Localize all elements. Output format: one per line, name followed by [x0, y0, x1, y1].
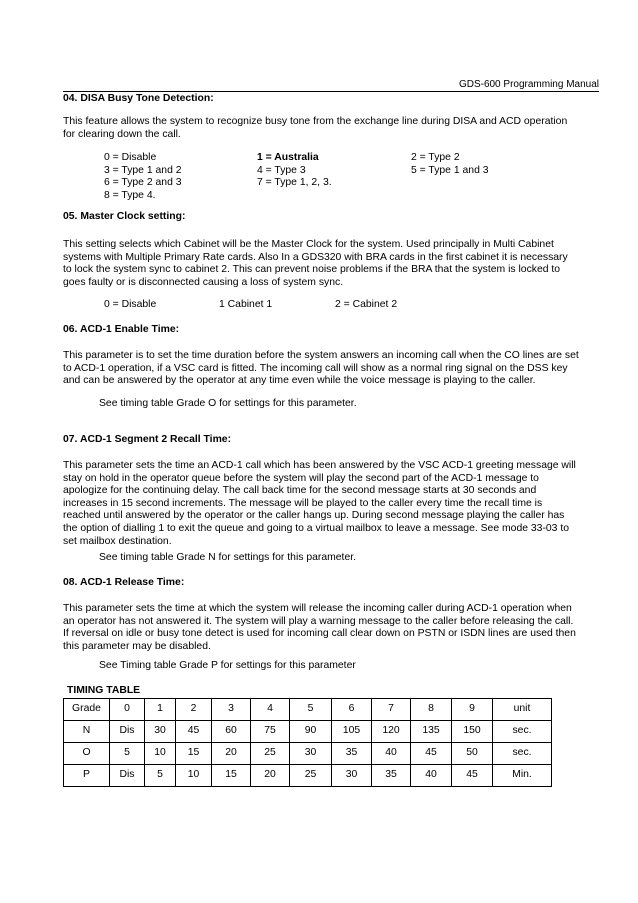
- para-line: an operator has not answered it. The system will play a warning message to the caller before releasing the call.: [63, 615, 574, 627]
- table-header-cell: 8: [411, 699, 452, 721]
- timing-table: [63, 698, 552, 787]
- para-line: the option of dialling 1 to exit the queue and going to a virtual mailbox to leave a message. See mode 33-03 to: [63, 522, 570, 534]
- table-row: [64, 743, 552, 765]
- option: 4 = Type 3: [257, 164, 306, 176]
- table-cell: 50: [452, 743, 493, 765]
- para-line: This parameter is to set the time duration before the system answers an incoming call when the CO lines are set: [63, 350, 579, 361]
- table-cell: 15: [212, 765, 251, 787]
- table-cell: 150: [452, 721, 493, 743]
- section-05-heading: 05. Master Clock setting:: [63, 211, 186, 222]
- table-cell: 40: [372, 743, 411, 765]
- table-header-cell: 1: [145, 699, 176, 721]
- table-cell: 25: [290, 765, 332, 787]
- table-cell: P: [64, 765, 110, 787]
- option: 0 = Disable: [104, 152, 157, 163]
- table-cell: 20: [251, 765, 290, 787]
- option: 8 = Type 4.: [104, 189, 156, 201]
- table-cell: 60: [212, 721, 251, 743]
- section-06-note: See timing table Grade O for settings for this parameter.: [99, 398, 357, 409]
- table-cell: 90: [290, 721, 332, 743]
- para-line: If reversal on idle or busy tone detect is used for incoming call clear down on PSTN or ISDN lines are used then: [63, 628, 576, 640]
- table-header-cell: 7: [372, 699, 411, 721]
- para-line: This parameter sets the time an ACD-1 call which has been answered by the VSC ACD-1 greeting message will: [63, 460, 576, 471]
- table-header-cell: 6: [332, 699, 372, 721]
- table-header-cell: 3: [212, 699, 251, 721]
- option-selected: 1 = Australia: [257, 152, 319, 163]
- table-cell: Dis: [110, 721, 145, 743]
- table-cell: 135: [411, 721, 452, 743]
- table-cell: 45: [176, 721, 212, 743]
- option: 2 = Cabinet 2: [335, 299, 398, 310]
- table-cell: sec.: [493, 743, 552, 765]
- table-cell: 10: [176, 765, 212, 787]
- table-cell: O: [64, 743, 110, 765]
- table-cell: 35: [332, 743, 372, 765]
- option: 5 = Type 1 and 3: [411, 164, 489, 176]
- para-line: apologize for the continuing delay. The call back time for the second message starts at 30 seconds and: [63, 485, 537, 497]
- table-cell: 120: [372, 721, 411, 743]
- table-header-cell: unit: [493, 699, 552, 721]
- table-cell: Dis: [110, 765, 145, 787]
- table-cell: 25: [251, 743, 290, 765]
- table-row: [64, 765, 552, 787]
- para-line: This feature allows the system to recognize busy tone from the exchange line during DISA and ACD operation: [63, 116, 568, 127]
- table-cell: 45: [452, 765, 493, 787]
- table-header-cell: Grade: [64, 699, 110, 721]
- section-04-heading: 04. DISA Busy Tone Detection:: [63, 93, 214, 104]
- table-cell: N: [64, 721, 110, 743]
- table-cell: 45: [411, 743, 452, 765]
- section-06-paragraph: [63, 350, 603, 388]
- para-line: goes faulty or is disconnected causing a loss of system sync.: [63, 276, 344, 288]
- table-cell: 30: [290, 743, 332, 765]
- para-line: This parameter sets the time at which the system will release the incoming caller during ACD-1 operation when: [63, 603, 572, 614]
- table-cell: 5: [110, 743, 145, 765]
- header-rule: [63, 91, 599, 92]
- section-08-note: See Timing table Grade P for settings for this parameter: [99, 660, 356, 671]
- table-cell: 35: [372, 765, 411, 787]
- table-header-row: [64, 699, 552, 721]
- para-line: and can be answered by the operator at any time even while the voice message is playing to the caller.: [63, 375, 536, 387]
- para-line: systems with Multiple Primary Rate cards. Also In a GDS320 with BRA cards in the first cabinet it is necessary: [63, 251, 568, 263]
- timing-table-title: TIMING TABLE: [67, 685, 141, 696]
- section-05-paragraph: [63, 239, 603, 289]
- table-cell: 105: [332, 721, 372, 743]
- table-row: [64, 721, 552, 743]
- table-cell: 30: [145, 721, 176, 743]
- para-line: increases in 15 second increments. The message will be played to the caller every time the recall time is: [63, 497, 543, 509]
- para-line: set mailbox destination.: [63, 535, 172, 547]
- option: 6 = Type 2 and 3: [104, 177, 182, 189]
- option: 7 = Type 1, 2, 3.: [257, 177, 332, 189]
- table-cell: 40: [411, 765, 452, 787]
- section-08-paragraph: [63, 603, 603, 653]
- para-line: stay on hold in the operator queue before the system will play the second part of the ACD-1 message to: [63, 472, 539, 484]
- table-header-cell: 4: [251, 699, 290, 721]
- table-cell: 30: [332, 765, 372, 787]
- table-cell: Min.: [493, 765, 552, 787]
- para-line: for clearing down the call.: [63, 128, 181, 140]
- table-header-cell: 0: [110, 699, 145, 721]
- section-07-paragraph: [63, 460, 603, 548]
- para-line: to ACD-1 operation, if a VSC card is fitted. The incoming call will show as a normal ring signal on the DSS key: [63, 362, 568, 374]
- para-line: this parameter may be disabled.: [63, 640, 211, 652]
- para-line: to lock the system sync to cabinet 2. This can prevent noise problems if the BRA that the system is locked to: [63, 264, 561, 276]
- table-cell: 75: [251, 721, 290, 743]
- para-line: reached until answered by the operator or the caller hangs up. During second message playing the caller has: [63, 510, 565, 522]
- table-cell: sec.: [493, 721, 552, 743]
- table-header-cell: 9: [452, 699, 493, 721]
- option: 1 Cabinet 1: [219, 299, 273, 310]
- table-cell: 10: [145, 743, 176, 765]
- section-07-heading: 07. ACD-1 Segment 2 Recall Time:: [63, 434, 232, 445]
- section-06-heading: 06. ACD-1 Enable Time:: [63, 324, 180, 335]
- option: 2 = Type 2: [411, 152, 460, 163]
- section-08-heading: 08. ACD-1 Release Time:: [63, 577, 185, 588]
- option: 3 = Type 1 and 2: [104, 164, 182, 176]
- table-header-cell: 5: [290, 699, 332, 721]
- section-04-paragraph: [63, 116, 603, 141]
- section-07-note: See timing table Grade N for settings for this parameter.: [99, 552, 357, 563]
- para-line: This setting selects which Cabinet will be the Master Clock for the system. Used principally in Multi Cabinet: [63, 239, 554, 250]
- option: 0 = Disable: [104, 299, 157, 310]
- table-cell: 15: [176, 743, 212, 765]
- table-cell: 20: [212, 743, 251, 765]
- page-header: GDS-600 Programming Manual: [458, 79, 599, 90]
- table-cell: 5: [145, 765, 176, 787]
- table-header-cell: 2: [176, 699, 212, 721]
